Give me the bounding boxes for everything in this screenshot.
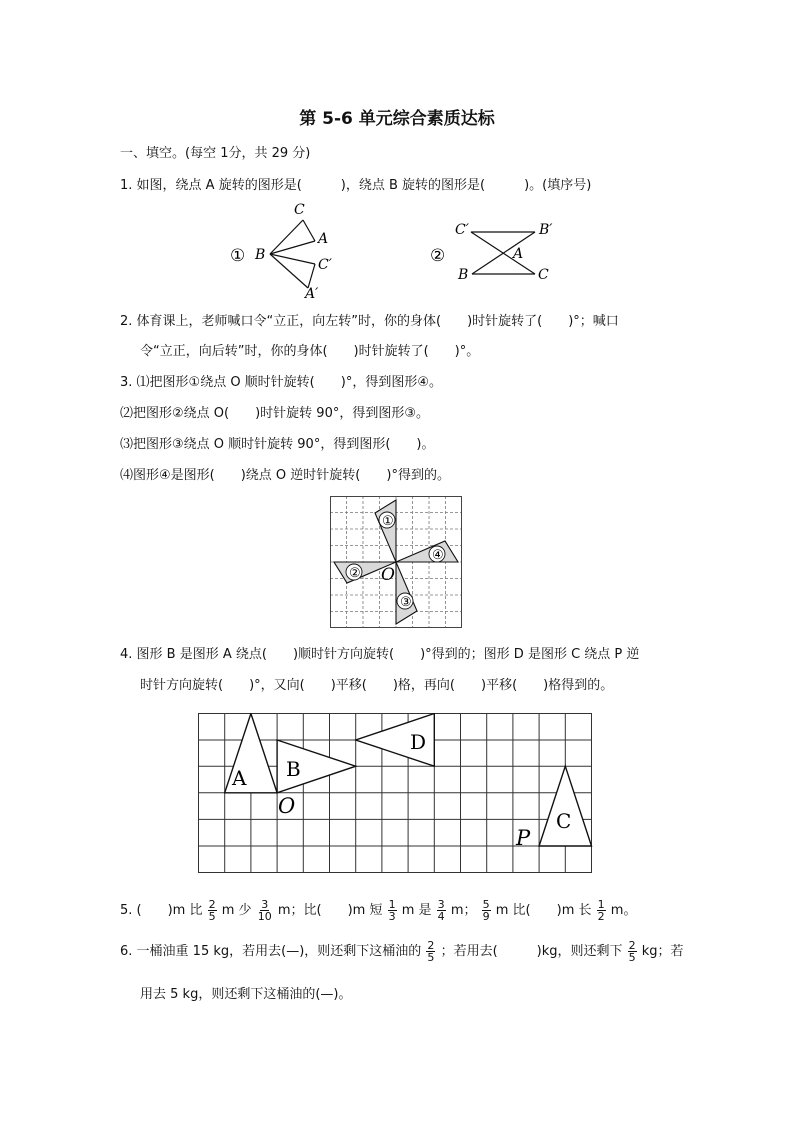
question-2-line-1: 2. 体育课上，老师喊口令“立正，向左转”时，你的身体( )时针旋转了( )°；喊口 — [120, 314, 619, 329]
q6-text-3: kg；若 — [641, 944, 684, 959]
q6-fraction-1: $\frac{2}{5}$ — [427, 939, 435, 964]
label-A: A — [318, 231, 329, 247]
question-3-line-2: ⑵把图形②绕点 O( )时针旋转 90°，得到图形③。 — [120, 406, 429, 421]
label-A-prime: A′ — [305, 286, 319, 302]
label-A-2: A — [513, 246, 524, 262]
fraction-1-3: $\frac{1}{3}$ — [388, 898, 396, 923]
label-C-2: C — [538, 267, 549, 283]
figure-4-grid — [198, 713, 594, 875]
figure-4-label-D: D — [410, 730, 427, 754]
figure-4-label-B: B — [286, 757, 301, 781]
q6-text-1: 6. 一桶油重 15 kg，若用去(—)，则还剩下这桶油的 — [120, 944, 422, 959]
figure-3-label-4: ④ — [432, 548, 444, 563]
label-C-prime: C′ — [318, 257, 332, 273]
fraction-2-5: $\frac{2}{5}$ — [208, 898, 216, 923]
section-heading: 一、填空。(每空 1分，共 29 分) — [120, 146, 311, 161]
figure-3-grid — [330, 496, 464, 630]
q5-text-7: m。 — [610, 903, 637, 918]
label-C: C — [294, 202, 305, 218]
figure-4-label-A: A — [232, 766, 247, 790]
q5-text-4: m 是 — [401, 903, 432, 918]
figure-1-circle-2: ② — [430, 246, 446, 266]
fraction-3-10: $\frac{3}{10}$ — [257, 898, 272, 923]
question-3-line-1: 3. ⑴把图形①绕点 O 顺时针旋转( )°，得到图形④。 — [120, 375, 442, 390]
q5-text-5: m； — [450, 903, 477, 918]
figure-4-label-C: C — [556, 809, 572, 833]
figure-3-label-O: O — [381, 565, 395, 585]
label-B-prime: B′ — [539, 222, 553, 238]
label-C-prime-2: C′ — [455, 222, 469, 238]
question-4-line-1: 4. 图形 B 是图形 A 绕点( )顺时针方向旋转( )°得到的；图形 D 是图形 C 绕点 P 逆 — [120, 647, 640, 662]
fraction-3-4: $\frac{3}{4}$ — [437, 898, 445, 923]
question-4-line-2: 时针方向旋转( )°，又向( )平移( )格，再向( )平移( )格得到的。 — [140, 678, 614, 693]
q5-text-1: 5. ( )m 比 — [120, 903, 203, 918]
figure-3-label-2: ② — [349, 566, 361, 581]
q5-text-3: m；比( )m 短 — [277, 903, 383, 918]
question-5 — [120, 897, 636, 925]
question-6-line-1 — [120, 938, 684, 966]
question-3-line-3: ⑶把图形③绕点 O 顺时针旋转 90°，得到图形( )。 — [120, 437, 435, 452]
label-B: B — [255, 247, 266, 263]
page-title: 第 5-6 单元综合素质达标 — [299, 109, 495, 129]
label-B-2: B — [458, 267, 469, 283]
question-2-line-2: 令“立正，向后转”时，你的身体( )时针旋转了( )°。 — [140, 344, 480, 359]
q5-text-6: m 比( )m 长 — [495, 903, 592, 918]
question-3-line-4: ⑷图形④是图形( )绕点 O 逆时针旋转( )°得到的。 — [120, 468, 450, 483]
figure-3-label-3: ③ — [400, 595, 412, 610]
figure-1-rotation — [225, 198, 595, 303]
figure-1-circle-1: ① — [230, 246, 246, 266]
fraction-5-9: $\frac{5}{9}$ — [482, 898, 490, 923]
q6-text-2: ；若用去( )kg，则还剩下 — [440, 944, 623, 959]
figure-4-label-O: O — [278, 794, 296, 818]
figure-3-label-1: ① — [382, 514, 394, 529]
fraction-1-2: $\frac{1}{2}$ — [597, 898, 605, 923]
q6-fraction-2: $\frac{2}{5}$ — [628, 939, 636, 964]
q5-text-2: m 少 — [221, 903, 252, 918]
figure-4-label-P: P — [516, 826, 531, 850]
question-1: 1. 如图，绕点 A 旋转的图形是( )，绕点 B 旋转的图形是( )。(填序号) — [120, 178, 592, 193]
question-6-line-2: 用去 5 kg，则还剩下这桶油的(—)。 — [140, 987, 352, 1002]
